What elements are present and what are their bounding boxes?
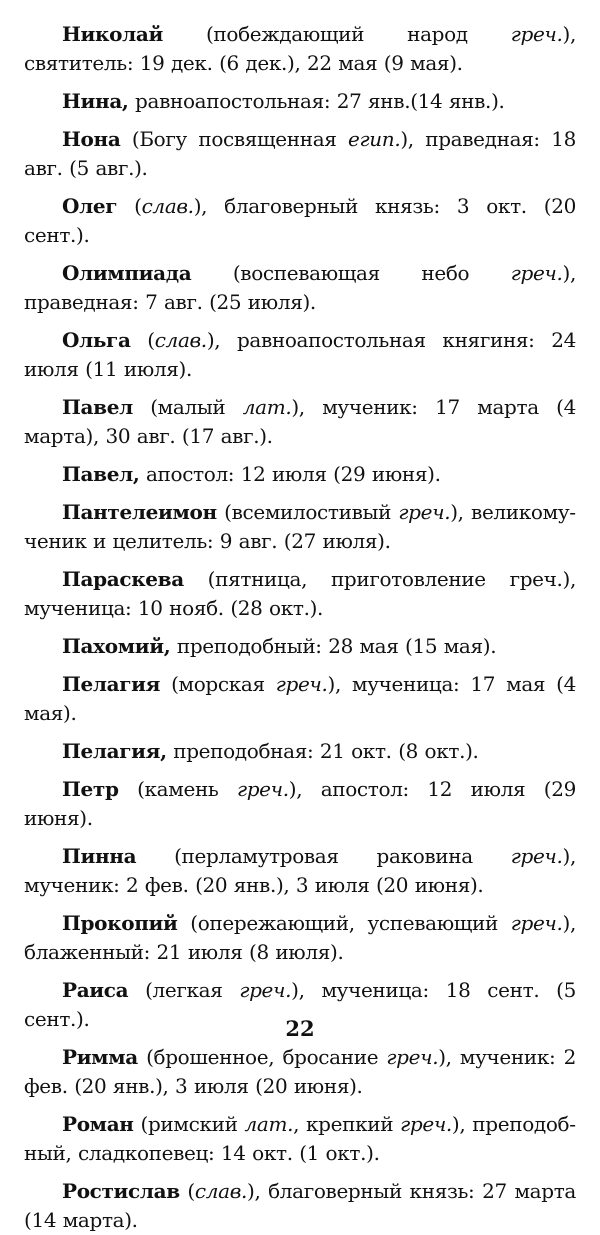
entry-text: ), равноапостольная княгиня: 24 июля (11 июля). bbox=[24, 328, 576, 381]
entry-text: ( bbox=[130, 328, 155, 352]
entry-abbreviation: егип. bbox=[348, 127, 401, 151]
entry-text: ( bbox=[179, 1179, 195, 1203]
entry-text: ), блаженный: 21 июля (8 июля). bbox=[24, 911, 576, 964]
entry-abbreviation: греч. bbox=[510, 261, 563, 285]
entry-abbreviation: слав. bbox=[154, 328, 207, 352]
entry-text: (Богу посвященная bbox=[120, 127, 349, 151]
name-entry bbox=[24, 565, 576, 623]
name-entry bbox=[24, 87, 576, 116]
name-entry bbox=[24, 326, 576, 384]
name-entry bbox=[24, 1110, 576, 1168]
entry-text: ), преподобный, сладкопевец: 14 окт. (1 окт.). bbox=[24, 1112, 577, 1165]
entry-abbreviation: слав. bbox=[141, 194, 194, 218]
entry-text: (малый bbox=[132, 395, 243, 419]
entry-name: Пахомий, bbox=[62, 634, 171, 658]
entry-abbreviation: греч. bbox=[386, 1045, 439, 1069]
entry-abbreviation: лат. bbox=[244, 1112, 294, 1136]
entry-text: ( bbox=[117, 194, 142, 218]
entry-text: равноапостольная: 27 янв.(14 янв.). bbox=[128, 89, 505, 113]
name-entry bbox=[24, 498, 576, 556]
entry-text: ), мученик: 2 фев. (20 янв.), 3 июля (20 июня). bbox=[24, 1045, 576, 1098]
entry-name: Нона bbox=[62, 127, 121, 151]
entry-text: ), праведная: 7 авг. (25 июля). bbox=[24, 261, 576, 314]
entry-name: Ростислав bbox=[62, 1179, 180, 1203]
entry-text: (морская bbox=[160, 672, 276, 696]
entry-text: ), апостол: 12 июля (29 июня). bbox=[24, 777, 576, 830]
name-entry bbox=[24, 393, 576, 451]
name-entry bbox=[24, 1177, 576, 1235]
name-entry bbox=[24, 909, 576, 967]
entry-name: Римма bbox=[62, 1045, 138, 1069]
entry-abbreviation: греч. bbox=[239, 978, 292, 1002]
entry-text: (опережающий, успевающий bbox=[177, 911, 511, 935]
name-entries-list bbox=[24, 20, 576, 1235]
entry-text: (побеждающий народ bbox=[162, 22, 511, 46]
name-entry bbox=[24, 1043, 576, 1101]
name-entry bbox=[24, 259, 576, 317]
entry-text: (всемилостивый bbox=[216, 500, 399, 524]
entry-abbreviation: греч. bbox=[400, 1112, 452, 1136]
entry-name: Пинна bbox=[62, 844, 137, 868]
name-entry bbox=[24, 632, 576, 661]
entry-text: ), благоверный князь: 3 окт. (20 сент.). bbox=[24, 194, 576, 247]
entry-text: ), великомученик и целитель: 9 авг. (27 июля). bbox=[24, 500, 576, 553]
entry-name: Павел bbox=[62, 395, 133, 419]
entry-name: Олимпиада bbox=[62, 261, 192, 285]
entry-abbreviation: греч. bbox=[236, 777, 289, 801]
entry-name: Ольга bbox=[62, 328, 131, 352]
entry-name: Олег bbox=[62, 194, 118, 218]
entry-name: Павел, bbox=[62, 462, 140, 486]
entry-abbreviation: греч. bbox=[275, 672, 328, 696]
entry-name: Параскева bbox=[62, 567, 184, 591]
entry-name: Роман bbox=[62, 1112, 134, 1136]
entry-text: (пятница, приготовление греч.), мученица: 10 нояб. (28 окт.). bbox=[24, 567, 576, 620]
entry-text: ), мученик: 17 марта (4 марта), 30 авг. (17 авг.). bbox=[24, 395, 576, 448]
name-entry bbox=[24, 460, 576, 489]
entry-name: Петр bbox=[62, 777, 119, 801]
name-entry bbox=[24, 20, 576, 78]
entry-text: преподобный: 28 мая (15 мая). bbox=[170, 634, 497, 658]
entry-text: (брошенное, бросание bbox=[137, 1045, 387, 1069]
entry-name: Пантелеимон bbox=[62, 500, 217, 524]
entry-name: Прокопий bbox=[62, 911, 178, 935]
entry-name: Нина, bbox=[62, 89, 129, 113]
name-entry bbox=[24, 775, 576, 833]
entry-name: Пелагия, bbox=[62, 739, 167, 763]
entry-text: (римский bbox=[133, 1112, 245, 1136]
entry-text: ), праведная: 18 авг. (5 авг.). bbox=[24, 127, 576, 180]
name-entry bbox=[24, 842, 576, 900]
entry-abbreviation: греч. bbox=[398, 500, 451, 524]
entry-text: (камень bbox=[118, 777, 237, 801]
name-entry bbox=[24, 737, 576, 766]
entry-abbreviation: греч. bbox=[510, 22, 563, 46]
entry-text: ), мученик: 2 фев. (20 янв.), 3 июля (20 июня). bbox=[24, 844, 576, 897]
entry-text: (легкая bbox=[128, 978, 240, 1002]
entry-text: (воспевающая небо bbox=[191, 261, 511, 285]
entry-abbreviation: лат. bbox=[242, 395, 292, 419]
entry-name: Раиса bbox=[62, 978, 129, 1002]
entry-abbreviation: греч. bbox=[510, 911, 563, 935]
name-entry bbox=[24, 125, 576, 183]
entry-text: ), мученица: 17 мая (4 мая). bbox=[24, 672, 576, 725]
entry-text: ), благоверный князь: 27 марта (14 марта). bbox=[24, 1179, 576, 1232]
name-entry bbox=[24, 670, 576, 728]
entry-text: преподобная: 21 окт. (8 окт.). bbox=[166, 739, 479, 763]
entry-abbreviation: слав. bbox=[194, 1179, 247, 1203]
entry-text: ), святитель: 19 дек. (6 дек.), 22 мая (9 мая). bbox=[24, 22, 576, 75]
entry-name: Пелагия bbox=[62, 672, 161, 696]
entry-text: (перламутровая раковина bbox=[136, 844, 511, 868]
entry-name: Николай bbox=[62, 22, 163, 46]
page-number: 22 bbox=[285, 1016, 315, 1041]
name-entry bbox=[24, 192, 576, 250]
entry-text: , крепкий bbox=[293, 1112, 401, 1136]
entry-text: апостол: 12 июля (29 июня). bbox=[139, 462, 441, 486]
entry-abbreviation: греч. bbox=[510, 844, 563, 868]
entry-text: ), мученица: 18 сент. (5 сент.). bbox=[24, 978, 576, 1031]
